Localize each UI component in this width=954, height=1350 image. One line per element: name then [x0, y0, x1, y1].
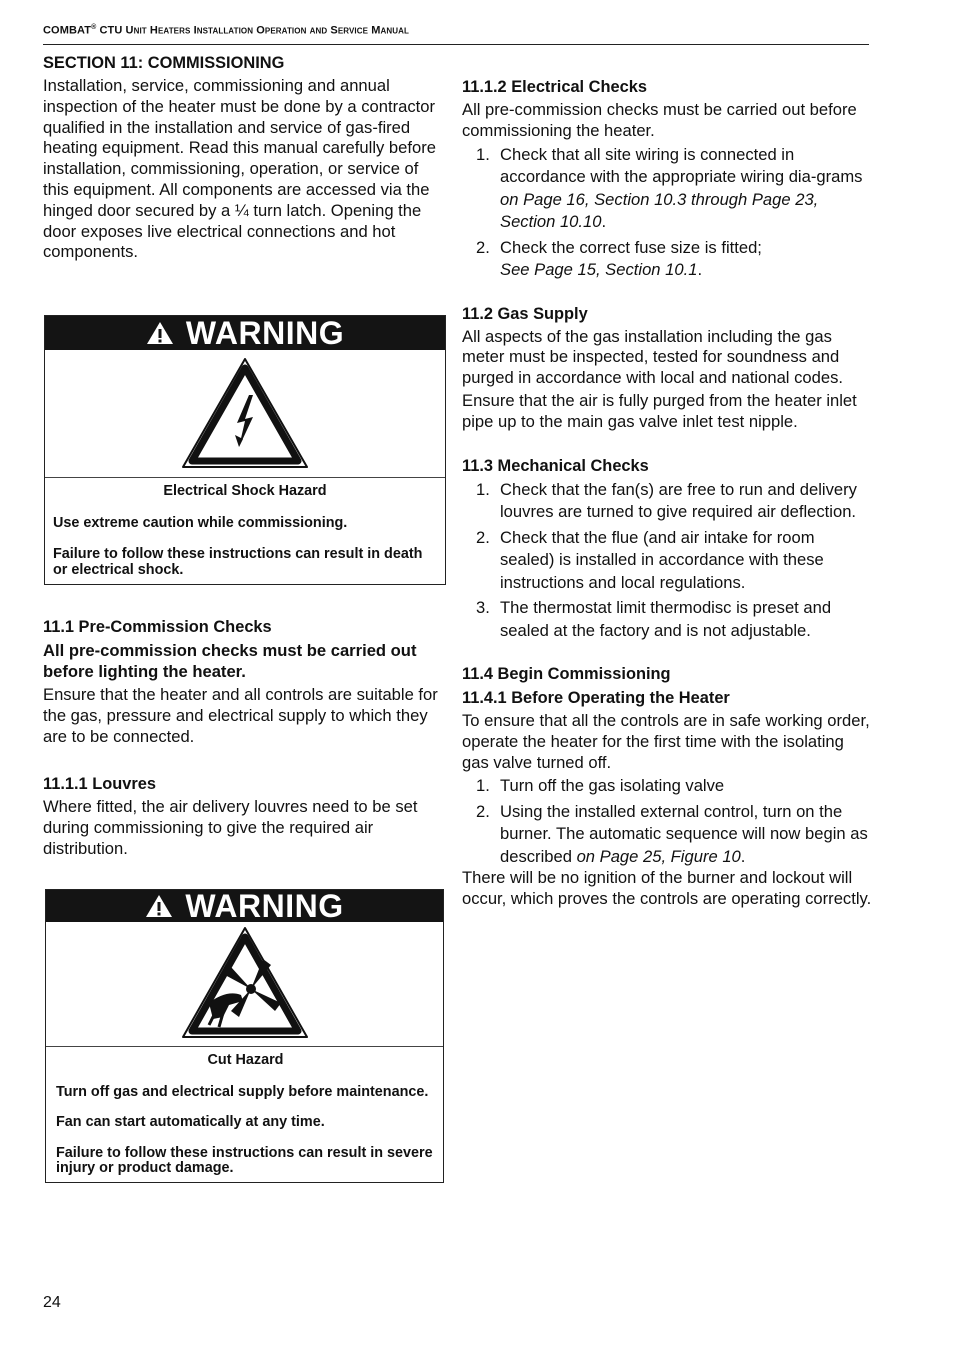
warning-line-1: Turn off gas and electrical supply before maintenance.: [56, 1083, 429, 1100]
warning-triangle-icon: [145, 894, 173, 918]
list-item: [462, 527, 872, 595]
list-number: 3.: [476, 598, 490, 618]
section-title: SECTION 11: COMMISSIONING: [43, 54, 285, 72]
list-item: [462, 237, 872, 282]
running-header: [43, 24, 869, 45]
warning-text: [45, 478, 445, 586]
left-lower-text: [43, 616, 445, 862]
list-text: Check the correct fuse size is fitted;: [500, 237, 762, 257]
heading-11-2: 11.2 Gas Supply: [462, 304, 588, 323]
warning-banner: [45, 316, 445, 350]
warning-line-2: Failure to follow these instructions can result in death or electrical shock.: [53, 546, 423, 578]
precommission-paragraph: Ensure that the heater and all controls are suitable for the gas, pressure and electrical supply to which they are to be connected.: [43, 685, 438, 746]
right-column: [462, 76, 872, 912]
before-operating-list: [462, 775, 872, 868]
heading-11-4: 11.4 Begin Commissioning: [462, 665, 671, 684]
list-text: Check that the flue (and air intake for room sealed) is installed in accordance with these instructions and local regulations.: [500, 527, 824, 592]
heading-11-1: 11.1 Pre-Commission Checks: [43, 618, 272, 636]
list-end: .: [601, 212, 607, 232]
hazard-name: Cut Hazard: [207, 1052, 284, 1068]
electrical-checks-list: [462, 144, 872, 282]
lockout-paragraph: There will be no ignition of the burner and lockout will occur, which proves the controls are operating correctly.: [462, 868, 872, 909]
electrical-shock-symbol: [45, 350, 445, 478]
warning-line-1: Use extreme caution while commissioning.: [53, 514, 348, 531]
warning-triangle-icon: [146, 321, 174, 345]
list-text: Check that the fan(s) are free to run and delivery louvres are turned to give required air deflection.: [500, 479, 857, 522]
warning-label: WARNING: [185, 887, 344, 924]
header-title: CTU Unit Heaters Installation Operation and Service Manual: [99, 24, 409, 37]
list-number: 2.: [476, 527, 490, 547]
louvres-paragraph: Where fitted, the air delivery louvres need to be set during commissioning to give the required air distribution.: [43, 797, 418, 858]
cross-reference-link[interactable]: on Page 16, Section 10.3 through Page 23, Section 10.10: [500, 189, 819, 232]
warning-box-electrical: [44, 315, 446, 585]
cross-reference-link[interactable]: on Page 25, Figure 10: [576, 846, 741, 866]
list-number: 1.: [476, 776, 490, 796]
precommission-bold-note: All pre-commission checks must be carried out before lighting the heater.: [43, 641, 417, 681]
list-text: Check that all site wiring is connected in accordance with the appropriate wiring dia-grams: [500, 144, 863, 187]
list-item: [462, 597, 872, 642]
page-number: 24: [43, 1294, 61, 1311]
before-operating-paragraph: To ensure that all the controls are in safe working order, operate the heater for the first time with the isolating gas valve turned off.: [462, 711, 870, 772]
list-number: 2.: [476, 801, 490, 821]
cut-hazard-symbol: [46, 922, 443, 1047]
gas-supply-paragraph-1: All aspects of the gas installation including the gas meter must be inspected, tested for soundness and purged in accordance with local and national codes.: [462, 326, 843, 388]
left-column: [43, 52, 445, 265]
heading-11-3: 11.3 Mechanical Checks: [462, 456, 649, 475]
list-item: [462, 801, 872, 869]
registered-mark: ®: [91, 24, 97, 31]
warning-banner: [46, 887, 443, 924]
warning-line-2: Fan can start automatically at any time.: [56, 1114, 325, 1130]
mechanical-checks-list: [462, 479, 872, 643]
fan-blade-hazard-icon: [179, 925, 311, 1043]
electrical-shock-icon: [179, 355, 311, 473]
list-text: The thermostat limit thermodisc is preset and sealed at the factory and is not adjustable.: [500, 598, 832, 640]
list-number: 1.: [476, 144, 490, 164]
electrical-checks-paragraph: All pre-commission checks must be carried out before commissioning the heater.: [462, 100, 857, 140]
list-end: .: [697, 260, 703, 280]
list-item: [462, 479, 872, 524]
list-number: 2.: [476, 237, 490, 257]
gas-supply-paragraph-2: Ensure that the air is fully purged from the heater inlet pipe up to the main gas valve inlet test nipple.: [462, 390, 857, 431]
warning-line-3: Failure to follow these instructions can result in severe injury or product damage.: [56, 1144, 433, 1176]
warning-box-cut: [45, 889, 444, 1183]
heading-11-1-1: 11.1.1 Louvres: [43, 775, 156, 794]
list-item: [462, 775, 872, 798]
warning-label: WARNING: [185, 314, 345, 351]
list-number: 1.: [476, 479, 490, 499]
warning-text: [46, 1047, 443, 1185]
list-text: Using the installed external control, turn on the burner. The automatic sequence will now begin as described: [500, 801, 868, 866]
heading-11-1-2: 11.1.2 Electrical Checks: [462, 78, 647, 96]
heading-11-4-1: 11.4.1 Before Operating the Heater: [462, 689, 730, 708]
intro-paragraph: Installation, service, commissioning and annual inspection of the heater must be done by a contractor qualified in the installation and service of gas-fired heating equipment. Read this manual carefully before installation, commissioning, operation, or service of this equipment. All components are accessed via the hinged door secured by a ¼ turn latch. Opening the door exposes live electrical connections and hot components.: [43, 76, 436, 262]
list-item: [462, 144, 872, 234]
list-text: Turn off the gas isolating valve: [500, 776, 725, 796]
hazard-name: Electrical Shock Hazard: [163, 483, 327, 499]
list-end: .: [740, 846, 746, 866]
cross-reference-link[interactable]: See Page 15, Section 10.1: [500, 260, 698, 280]
header-brand: COMBAT: [43, 24, 92, 37]
